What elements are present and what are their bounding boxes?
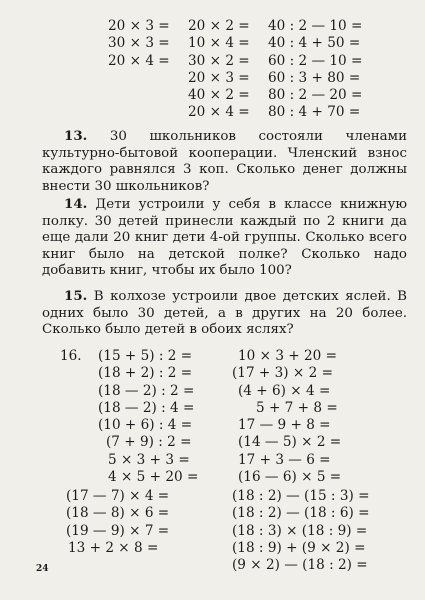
problem-14 (42, 196, 407, 280)
problem-16-left-top (98, 348, 198, 486)
problem-16-right-bottom (232, 488, 370, 574)
expression: 5 × 3 + 3 = (108, 451, 190, 468)
exercise-line: 20 × 2 = (188, 18, 250, 34)
expression: 17 — 9 + 8 = (238, 417, 331, 434)
exercise-line: 30 × 3 = (108, 35, 170, 52)
expression: (17 — 7) × 4 = (66, 488, 170, 504)
exercise-line: 60 : 2 — 10 = (268, 52, 363, 69)
problem-15 (42, 288, 407, 339)
exercise-column-1 (108, 18, 170, 70)
expression: 5 + 7 + 8 = (256, 399, 338, 416)
problem-number: 15. (64, 288, 88, 304)
expression: (7 + 9) : 2 = (106, 434, 192, 451)
expression: (16 — 6) × 5 = (238, 469, 342, 486)
expression: (10 + 6) : 4 = (98, 417, 193, 434)
problem-number: 14. (64, 196, 88, 212)
problem-16-right-top (232, 348, 342, 486)
exercise-line: 80 : 2 — 20 = (268, 87, 363, 104)
exercise-line: 30 × 2 = (188, 52, 250, 69)
expression: (18 — 8) × 6 = (66, 505, 170, 522)
exercise-line: 80 : 4 + 70 = (268, 104, 361, 121)
problem-16-number: 16. (60, 348, 82, 364)
expression: (18 : 2) — (15 : 3) = (232, 488, 370, 504)
expression: (4 + 6) × 4 = (238, 382, 331, 399)
exercise-line: 20 × 3 = (188, 69, 250, 86)
expression: 4 × 5 + 20 = (108, 469, 199, 486)
exercise-line: 60 : 3 + 80 = (268, 69, 361, 86)
exercise-line: 20 × 4 = (188, 104, 250, 121)
expression: (9 × 2) — (18 : 2) = (232, 557, 368, 574)
expression: (17 + 3) × 2 = (232, 365, 333, 382)
page-number: 24 (36, 564, 49, 574)
expression: 17 + 3 — 6 = (238, 451, 331, 468)
exercise-line: 40 : 2 — 10 = (268, 18, 363, 34)
expression: 13 + 2 × 8 = (68, 539, 159, 556)
exercise-line: 20 × 3 = (108, 18, 170, 34)
problem-text: Дети устроили у себя в классе книжную полку. 30 детей принесли каждый по 2 книги да еще дали 20 книг дети 4-ой группы. Сколько всего книг было на детской полке? Сколько надо добавить книг, чтобы их было 100? (42, 197, 407, 279)
expression: (18 — 2) : 2 = (98, 382, 195, 399)
problem-text: В колхозе устроили двое детских яслей. В одних было 30 детей, а в других на 20 более. Сколько было детей в обоих яслях? (42, 289, 407, 338)
problem-number: 13. (64, 128, 88, 144)
exercise-line: 40 × 2 = (188, 87, 250, 104)
expression: (18 + 2) : 2 = (98, 365, 193, 382)
expression: (15 + 5) : 2 = (98, 348, 193, 364)
exercise-line: 10 × 4 = (188, 35, 250, 52)
expression: 10 × 3 + 20 = (238, 348, 338, 364)
exercise-line: 20 × 4 = (108, 52, 170, 69)
expression: (19 — 9) × 7 = (66, 522, 170, 539)
problem-16-left-bottom (66, 488, 169, 557)
exercise-line: 40 : 4 + 50 = (268, 35, 361, 52)
expression: (18 : 3) × (18 : 9) = (232, 522, 368, 539)
expression: (18 — 2) : 4 = (98, 399, 195, 416)
problem-text: 30 школьников состояли членами культурно-бытовой кооперации. Членский взнос каждого равнялся 3 коп. Сколько денег должны внести 30 школьников? (42, 129, 407, 194)
expression: (18 : 2) — (18 : 6) = (232, 505, 370, 522)
exercise-column-3 (268, 18, 362, 122)
problem-13 (42, 128, 407, 195)
exercise-column-2 (188, 18, 250, 122)
expression: (18 : 9) + (9 × 2) = (232, 539, 366, 556)
expression: (14 — 5) × 2 = (238, 434, 342, 451)
